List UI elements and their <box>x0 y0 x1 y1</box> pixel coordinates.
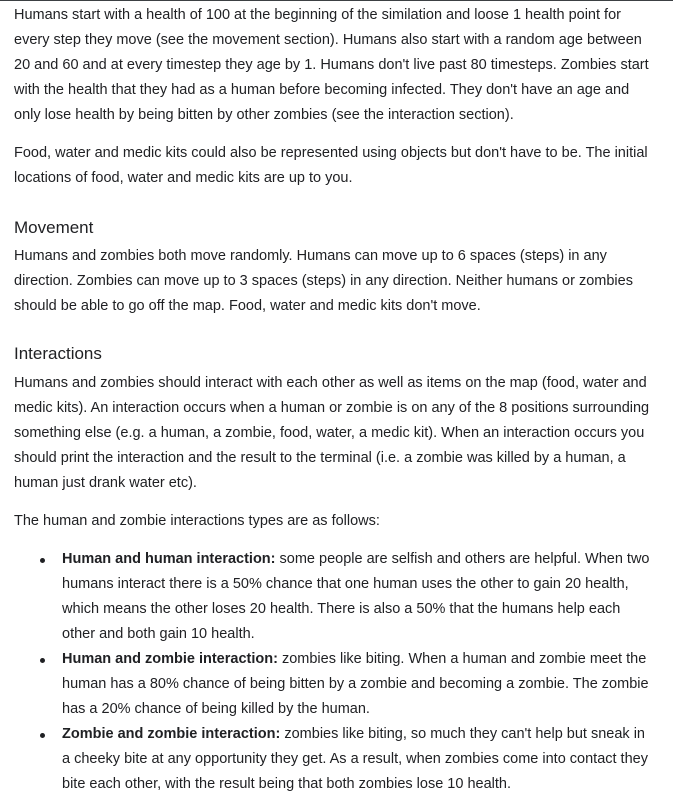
list-item-title: Human and zombie interaction: <box>62 651 278 667</box>
document-body <box>14 3 654 797</box>
top-divider <box>0 0 673 1</box>
intro-paragraph-health: Humans start with a health of 100 at the beginning of the similation and loose 1 health point for every step they move (see the movement section). Humans also start with a random age between 20 and 60 and at every timestep they age by 1. Humans don't live past 80 timesteps. Zombies start with the health that they had as a human before becoming infected. They don't have an age and only lose health by being bitten by other zombies (see the interaction section). <box>14 7 649 123</box>
list-item-title: Human and human interaction: <box>62 551 276 567</box>
section-heading-movement: Movement <box>14 218 94 237</box>
list-item-text: some people are selfish and others are helpful. When two humans interact there is a 50% chance that one human uses the other to gain 20 health, which means the other loses 20 health. There is also a 50% that the humans help each other and both gain 10 health. <box>62 551 650 642</box>
interactions-paragraph: Humans and zombies should interact with each other as well as items on the map (food, water and medic kits). An interaction occurs when a human or zombie is on any of the 8 positions surrounding something else (e.g. a human, a zombie, food, water, a medic kit). When an interaction occurs you should print the interaction and the result to the terminal (i.e. a zombie was killed by a human, a human just drank water etc). <box>14 375 650 491</box>
list-item-human-human <box>14 547 654 647</box>
interactions-types-intro: The human and zombie interactions types are as follows: <box>14 513 380 529</box>
bullet-icon <box>40 733 45 738</box>
list-item-title: Zombie and zombie interaction: <box>62 726 281 742</box>
list-item-text: zombies like biting. When a human and zombie meet the human has a 80% chance of being bitten by a zombie and becoming a zombie. The zombie has a 20% chance of being killed by the human. <box>62 651 649 717</box>
section-heading-interactions: Interactions <box>14 344 102 363</box>
bullet-icon <box>40 558 45 563</box>
intro-paragraph-items: Food, water and medic kits could also be represented using objects but don't have to be. The initial locations of food, water and medic kits are up to you. <box>14 145 648 186</box>
movement-paragraph: Humans and zombies both move randomly. Humans can move up to 6 spaces (steps) in any direction. Zombies can move up to 3 spaces (steps) in any direction. Neither humans or zombies should be able to go off the map. Food, water and medic kits don't move. <box>14 248 633 314</box>
list-item-zombie-zombie <box>14 722 654 797</box>
list-item-human-zombie <box>14 647 654 722</box>
list-item-text: zombies like biting, so much they can't help but sneak in a cheeky bite at any opportunity they get. As a result, when zombies come into contact they bite each other, with the result being that both zombies lose 10 health. <box>62 726 648 792</box>
interaction-types-list <box>14 547 654 797</box>
bullet-icon <box>40 658 45 663</box>
